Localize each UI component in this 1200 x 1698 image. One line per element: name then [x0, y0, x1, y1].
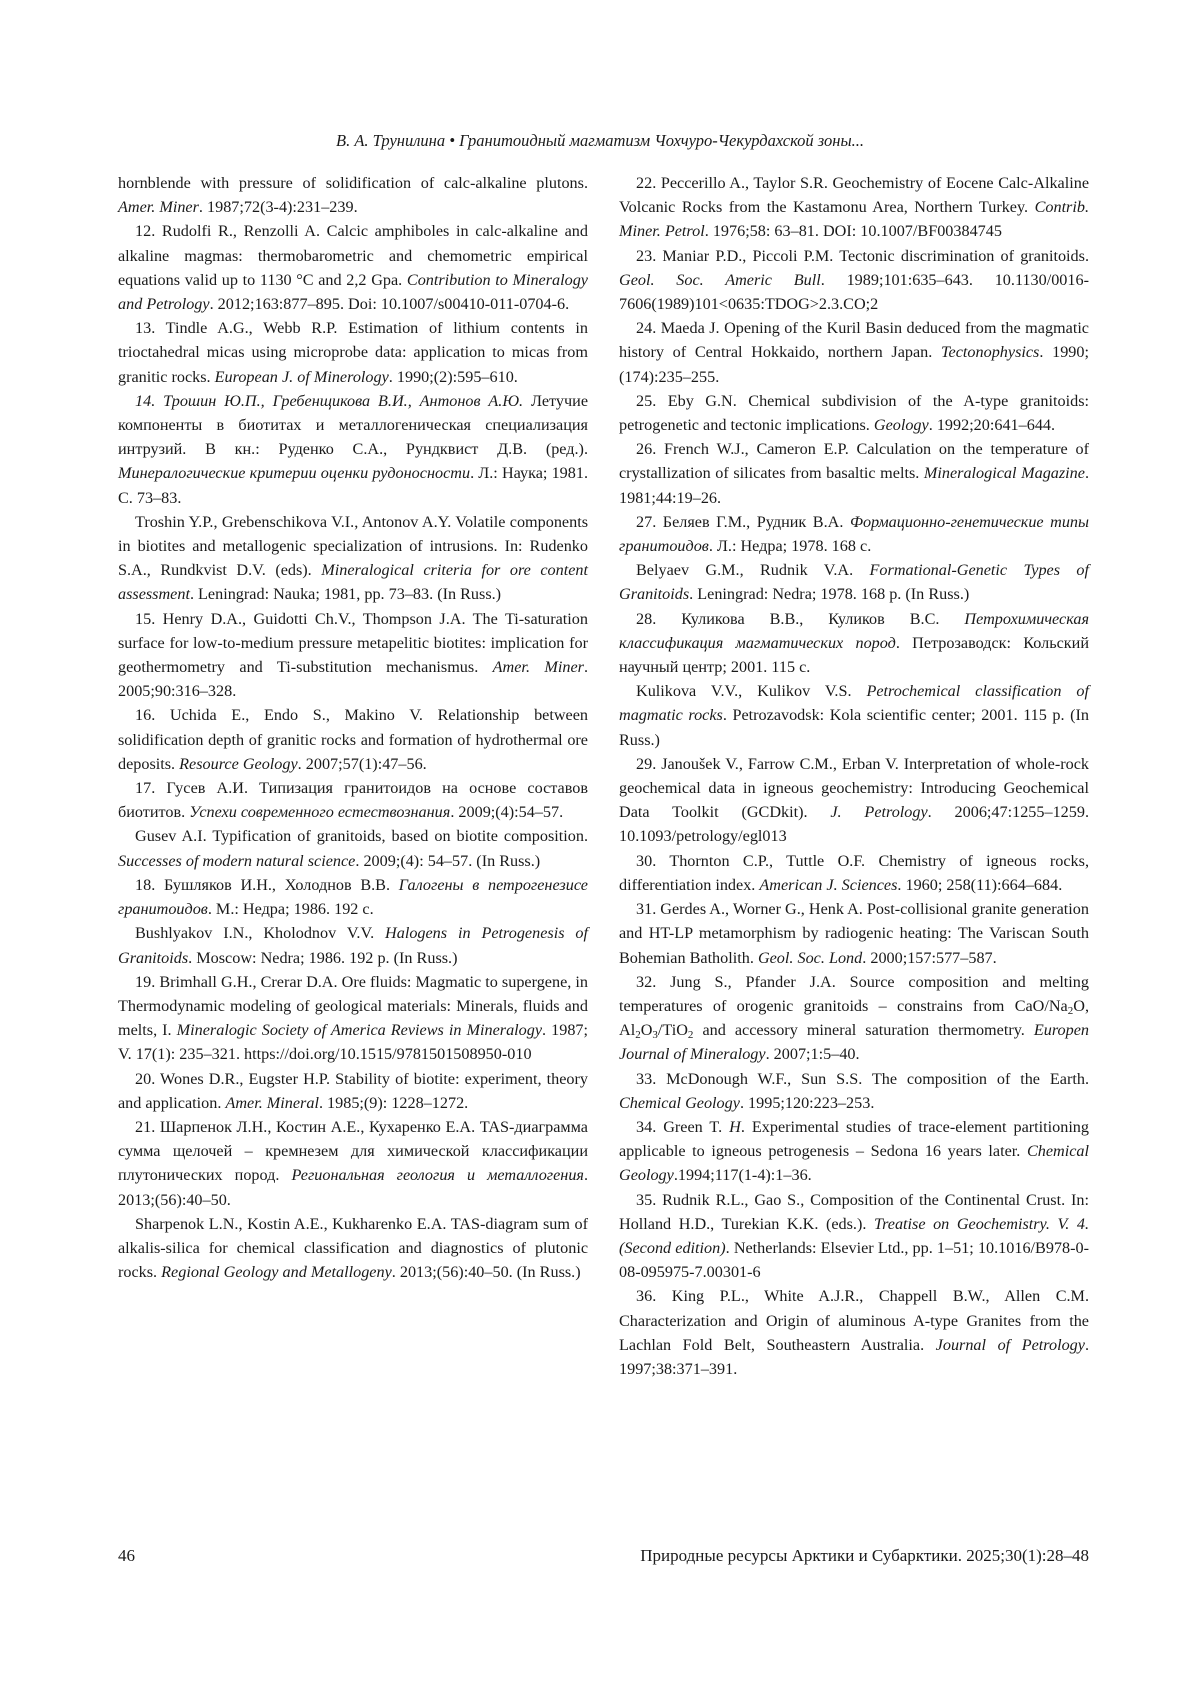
- reference-italic-text: 14. Трошин Ю.П., Гребенщикова В.И., Антонов А.Ю.: [135, 391, 524, 410]
- reference-text: . 2007;57(1):47–56.: [297, 754, 427, 773]
- reference-text: 32. Jung S., Pfander J.A. Source composition and melting temperatures of orogenic granitoids – constrains from CaO/Na: [619, 972, 1089, 1015]
- reference-text: . 1992;20:641–644.: [928, 416, 1056, 435]
- reference-text: Летучие компоненты в биотитах и металлогеническая специализация интрузий. В кн.: Руденко С.А., Рундквист Д.В. (ред.).: [118, 391, 589, 459]
- reference-text: 29. Janoušek V., Farrow C.M., Erban V. Interpretation of whole-rock geochemical data in igneous geochemistry: Introducing Geochemical Data Toolkit (GCDkit).: [619, 754, 1089, 822]
- running-header: В. А. Трунилина • Гранитоидный магматизм Чохчуро-Чекурдахской зоны...: [336, 131, 864, 150]
- reference-text: . Л.: Недра; 1978. 168 с.: [708, 537, 872, 556]
- reference-text: . 2012;163:877–895. Doi: 10.1007/s00410-011-0704-6.: [209, 295, 570, 314]
- reference-text: 15. Henry D.A., Guidotti Ch.V., Thompson J.A. The Ti-saturation surface for low-to-medium pressure metapelitic biotites: implication for geothermometry and Ti-substitution mechanismus.: [118, 609, 588, 677]
- reference-entry: [619, 244, 1089, 317]
- reference-entry: [118, 316, 588, 389]
- reference-text: . Netherlands: Elsevier Ltd., pp. 1–51; 10.1016/B978-0-08-095975-7.00301-6: [619, 1238, 1089, 1282]
- journal-citation: Природные ресурсы Арктики и Субарктики. 2025;30(1):28–48: [640, 1546, 1089, 1565]
- reference-text: 23. Maniar P.D., Piccoli P.M. Tectonic discrimination of granitoids.: [636, 246, 1089, 265]
- reference-text: 18. Бушляков И.Н., Холоднов В.В.: [135, 875, 399, 894]
- reference-italic-text: Галогены в петрогенезисе гранитоидов: [118, 875, 588, 919]
- reference-text: 21. Шарпенок Л.Н., Костин А.Е., Кухаренко Е.А. TAS-диаграмма сумма щелочей – кремнезем для химической классификации плутонических пород.: [118, 1117, 588, 1185]
- reference-italic-text: Успехи современного естествознания: [189, 803, 451, 822]
- reference-italic-text: Amer. Miner: [118, 198, 199, 217]
- reference-entry: [619, 1284, 1089, 1381]
- reference-text: . 1960; 258(11):664–684.: [897, 875, 1063, 894]
- reference-column-right: [619, 171, 1089, 1381]
- reference-text: Gusev A.I. Typification of granitoids, based on biotite composition.: [135, 827, 588, 846]
- reference-text: 16. Uchida E., Endo S., Makino V. Relationship between solidification depth of granitic rocks and formation of hydrothermal ore deposits.: [118, 706, 588, 773]
- reference-text: . Moscow: Nedra; 1986. 192 p. (In Russ.): [188, 948, 458, 967]
- reference-italic-text: H: [729, 1117, 741, 1136]
- reference-entry: [118, 607, 588, 704]
- reference-text: . 2009;(4): 54–57. (In Russ.): [355, 851, 541, 870]
- reference-text: 33. McDonough W.F., Sun S.S. The composition of the Earth.: [636, 1069, 1089, 1088]
- reference-entry: [619, 389, 1089, 437]
- reference-italic-text: Петрохимическая классификация магматических пород: [619, 609, 1089, 652]
- reference-column-left: [118, 171, 588, 1284]
- reference-italic-text: Региональная геология и металлогения: [291, 1166, 584, 1185]
- reference-italic-text: Successes of modern natural science: [118, 851, 356, 870]
- reference-italic-text: Journal of Petrology: [935, 1335, 1085, 1354]
- reference-italic-text: Mineralogical criteria for ore content assessment: [118, 561, 588, 604]
- reference-text: . 1981;44:19–26.: [619, 464, 1089, 507]
- reference-italic-text: Минералогические критерии оценки рудоносности: [118, 464, 471, 483]
- reference-entry: [619, 607, 1089, 680]
- reference-text: 36. King P.L., White A.J.R., Chappell B.W., Allen C.M. Characterization and Origin of aluminous A-type Granites from the Lachlan Fold Belt, Southeastern Australia.: [619, 1287, 1089, 1354]
- reference-text: . 2000;157:577–587.: [862, 948, 997, 967]
- reference-text: 30. Thornton C.P., Tuttle O.F. Chemistry of igneous rocks, differentiation index.: [619, 851, 1089, 894]
- reference-italic-text: European J. of Minerology: [214, 367, 389, 386]
- reference-entry: [118, 824, 588, 872]
- reference-entry: [619, 1188, 1089, 1285]
- reference-text: 35. Rudnik R.L., Gao S., Composition of the Continental Crust. In: Holland H.D., Turekian K.K. (eds.).: [619, 1190, 1089, 1233]
- page-number: 46: [118, 1546, 135, 1565]
- reference-text: and accessory mineral saturation thermometry.: [693, 1021, 1034, 1040]
- reference-italic-text: Formational-Genetic Types of Granitoids: [619, 561, 1089, 604]
- reference-italic-text: Regional Geology and Metallogeny: [161, 1263, 392, 1282]
- reference-text: . 1990;(2):595–610.: [388, 367, 518, 386]
- reference-entry: [118, 970, 588, 1067]
- reference-entry: [619, 849, 1089, 897]
- reference-subscript: 2: [687, 1029, 694, 1042]
- reference-text: . 2009;(4):54–57.: [450, 803, 564, 822]
- reference-italic-text: Contribution to Mineralogy and Petrology: [118, 270, 588, 314]
- reference-entry: [118, 776, 588, 824]
- reference-italic-text: Chemical Geology: [619, 1142, 1089, 1185]
- reference-text: . Leningrad: Nedra; 1978. 168 p. (In Russ.): [689, 585, 970, 604]
- reference-text: . 1989;101:635–643. 10.1130/0016-7606(1989)101<0635:TDOG>2.3.CO;2: [619, 270, 1089, 314]
- reference-text: . 1997;38:371–391.: [619, 1335, 1089, 1378]
- reference-italic-text: Halogens in Petrogenesis of Granitoids: [118, 924, 588, 967]
- reference-text: . 2013;(56):40–50.: [118, 1166, 588, 1209]
- reference-text: . Leningrad: Nauka; 1981, pp. 73–83. (In Russ.): [189, 585, 502, 604]
- reference-text: 17. Гусев А.И. Типизация гранитоидов на основе составов биотитов.: [118, 779, 588, 822]
- reference-text: . 2013;(56):40–50. (In Russ.): [391, 1263, 581, 1282]
- reference-italic-text: Europen Journal of Mineralogy: [619, 1021, 1089, 1064]
- reference-text: . 2007;1:5–40.: [765, 1045, 860, 1064]
- reference-entry: [619, 897, 1089, 970]
- reference-italic-text: Resource Geology: [179, 754, 298, 773]
- reference-entry: [118, 703, 588, 776]
- reference-text: 25. Eby G.N. Chemical subdivision of the A-type granitoids: petrogenetic and tectonic implications.: [619, 391, 1089, 435]
- reference-entry: [619, 437, 1089, 510]
- reference-italic-text: Tectonophysics: [941, 343, 1040, 362]
- reference-entry: [619, 970, 1089, 1067]
- reference-text: . 1990;(174):235–255.: [619, 343, 1089, 386]
- reference-italic-text: Mineralogic Society of America Reviews in Mineralogy: [176, 1021, 543, 1040]
- reference-text: 26. French W.J., Cameron E.P. Calculation on the temperature of crystallization of silicates from basaltic melts.: [619, 440, 1089, 483]
- reference-italic-text: Amer. Mineral: [225, 1093, 319, 1112]
- reference-text: Bushlyakov I.N., Kholodnov V.V.: [135, 924, 386, 943]
- reference-italic-text: Treatise on Geochemistry. V. 4. (Second edition): [619, 1214, 1089, 1257]
- reference-text: .1994;117(1-4):1–36.: [673, 1166, 812, 1185]
- reference-text: . Petrozavodsk: Kola scientific center; 2001. 115 p. (In Russ.): [619, 706, 1089, 749]
- reference-text: hornblende with pressure of solidification of calc-alkaline plutons.: [118, 174, 588, 192]
- reference-italic-text: Petrochemical classification of magmatic rocks: [619, 682, 1089, 725]
- reference-text: 24. Maeda J. Opening of the Kuril Basin deduced from the magmatic history of Central Hokkaido, northern Japan.: [619, 319, 1089, 362]
- reference-italic-text: Chemical Geology: [619, 1093, 740, 1112]
- reference-text: Sharpenok L.N., Kostin A.E., Kukharenko E.A. TAS-diagram sum of alkalis-silica for chemical classification and diagnostics of plutonic rocks.: [118, 1214, 588, 1282]
- reference-entry: [619, 558, 1089, 606]
- reference-text: Belyaev G.M., Rudnik V.A.: [636, 561, 870, 580]
- reference-italic-text: American J. Sciences: [759, 875, 898, 894]
- reference-text: 22. Peccerillo A., Taylor S.R. Geochemistry of Eocene Calc-Alkaline Volcanic Rocks from the Kastamonu Area, Northern Turkey.: [619, 174, 1089, 217]
- reference-text: 19. Brimhall G.H., Crerar D.A. Ore fluids: Magmatic to supergene, in Thermodynamic modeling of geological materials: Minerals, fluids and melts, I.: [118, 972, 588, 1040]
- reference-text: . Л.: Наука; 1981. С. 73–83.: [118, 464, 588, 507]
- reference-subscript: 2: [635, 1029, 641, 1042]
- reference-entry: [118, 171, 588, 219]
- reference-text: O: [640, 1021, 653, 1040]
- reference-text: . 2005;90:316–328.: [118, 658, 589, 701]
- reference-entry: [118, 921, 588, 969]
- reference-italic-text: Amer. Miner: [492, 658, 584, 677]
- reference-entry: [619, 316, 1089, 389]
- reference-entry: [619, 752, 1089, 849]
- reference-entry: [118, 873, 588, 921]
- reference-text: 20. Wones D.R., Eugster H.P. Stability of biotite: experiment, theory and application.: [118, 1069, 588, 1112]
- reference-italic-text: Geology: [873, 416, 929, 435]
- reference-text: . Experimental studies of trace-element partitioning applicable to igneous petrogenesis – Sedona 16 years later.: [619, 1117, 1089, 1161]
- reference-text: . 1987; V. 17(1): 235–321. https://doi.org/10.1515/9781501508950-010: [118, 1021, 589, 1064]
- reference-text: . 1976;58: 63–81. DOI: 10.1007/BF00384745: [704, 222, 1002, 241]
- reference-text: 12. Rudolfi R., Renzolli A. Calcic amphiboles in calc-alkaline and alkaline magmas: thermobarometric and chemometric empirical equations valid up to 1130 °C and 2,2 Gpa.: [118, 222, 588, 289]
- reference-entry: [619, 510, 1089, 558]
- reference-entry: [619, 1115, 1089, 1188]
- reference-entry: [118, 389, 588, 510]
- reference-text: . 1987;72(3-4):231–239.: [198, 198, 358, 217]
- reference-subscript: 3: [652, 1029, 658, 1042]
- reference-italic-text: Geol. Soc. Americ Bull: [619, 270, 821, 289]
- reference-text: 13. Tindle A.G., Webb R.P. Estimation of lithium contents in trioctahedral micas using microprobe data: application to micas from granitic rocks.: [118, 319, 588, 386]
- reference-entry: [118, 1212, 588, 1285]
- reference-entry: [118, 1115, 588, 1212]
- reference-entry: [118, 510, 588, 607]
- reference-text: 34. Green T.: [636, 1117, 730, 1136]
- reference-text: . 2006;47:1255–1259. 10.1093/petrology/egl013: [619, 803, 1089, 846]
- reference-text: Troshin Y.P., Grebenschikova V.I., Antonov A.Y. Volatile components in biotites and metallogenic specialization of intrusions. In: Rudenko S.A., Rundkvist D.V. (eds).: [118, 512, 588, 580]
- reference-text: 31. Gerdes A., Worner G., Henk A. Post-collisional granite generation and HT-LP metamorphism by radiogenic heating: The Variscan South Bohemian Batholith.: [619, 900, 1089, 967]
- reference-italic-text: Geol. Soc. Lond: [757, 948, 863, 967]
- reference-italic-text: Формационно-генетические типы гранитоидов: [619, 512, 1089, 556]
- reference-entry: [619, 171, 1089, 244]
- reference-entry: [118, 1067, 588, 1115]
- reference-italic-text: Contrib. Miner. Petrol: [619, 198, 1089, 241]
- reference-subscript: 2: [1067, 1004, 1074, 1017]
- reference-entry: [619, 1067, 1089, 1115]
- reference-text: O, Al: [619, 996, 1089, 1040]
- reference-text: 27. Беляев Г.М., Рудник В.А.: [636, 512, 850, 531]
- reference-text: . 1995;120:223–253.: [739, 1093, 875, 1112]
- reference-entry: [619, 679, 1089, 752]
- reference-text: . М.: Недра; 1986. 192 с.: [207, 900, 374, 919]
- reference-text: Kulikova V.V., Kulikov V.S.: [636, 682, 867, 701]
- reference-italic-text: J. Petrology: [830, 803, 928, 822]
- reference-text: /TiO: [657, 1021, 688, 1040]
- reference-entry: [118, 219, 588, 316]
- reference-text: . Петрозаводск: Кольский научный центр; 2001. 115 с.: [619, 633, 1089, 677]
- reference-text: . 1985;(9): 1228–1272.: [318, 1093, 469, 1112]
- reference-italic-text: Mineralogical Magazine: [923, 464, 1085, 483]
- reference-text: 28. Куликова В.В., Куликов В.С.: [636, 609, 965, 628]
